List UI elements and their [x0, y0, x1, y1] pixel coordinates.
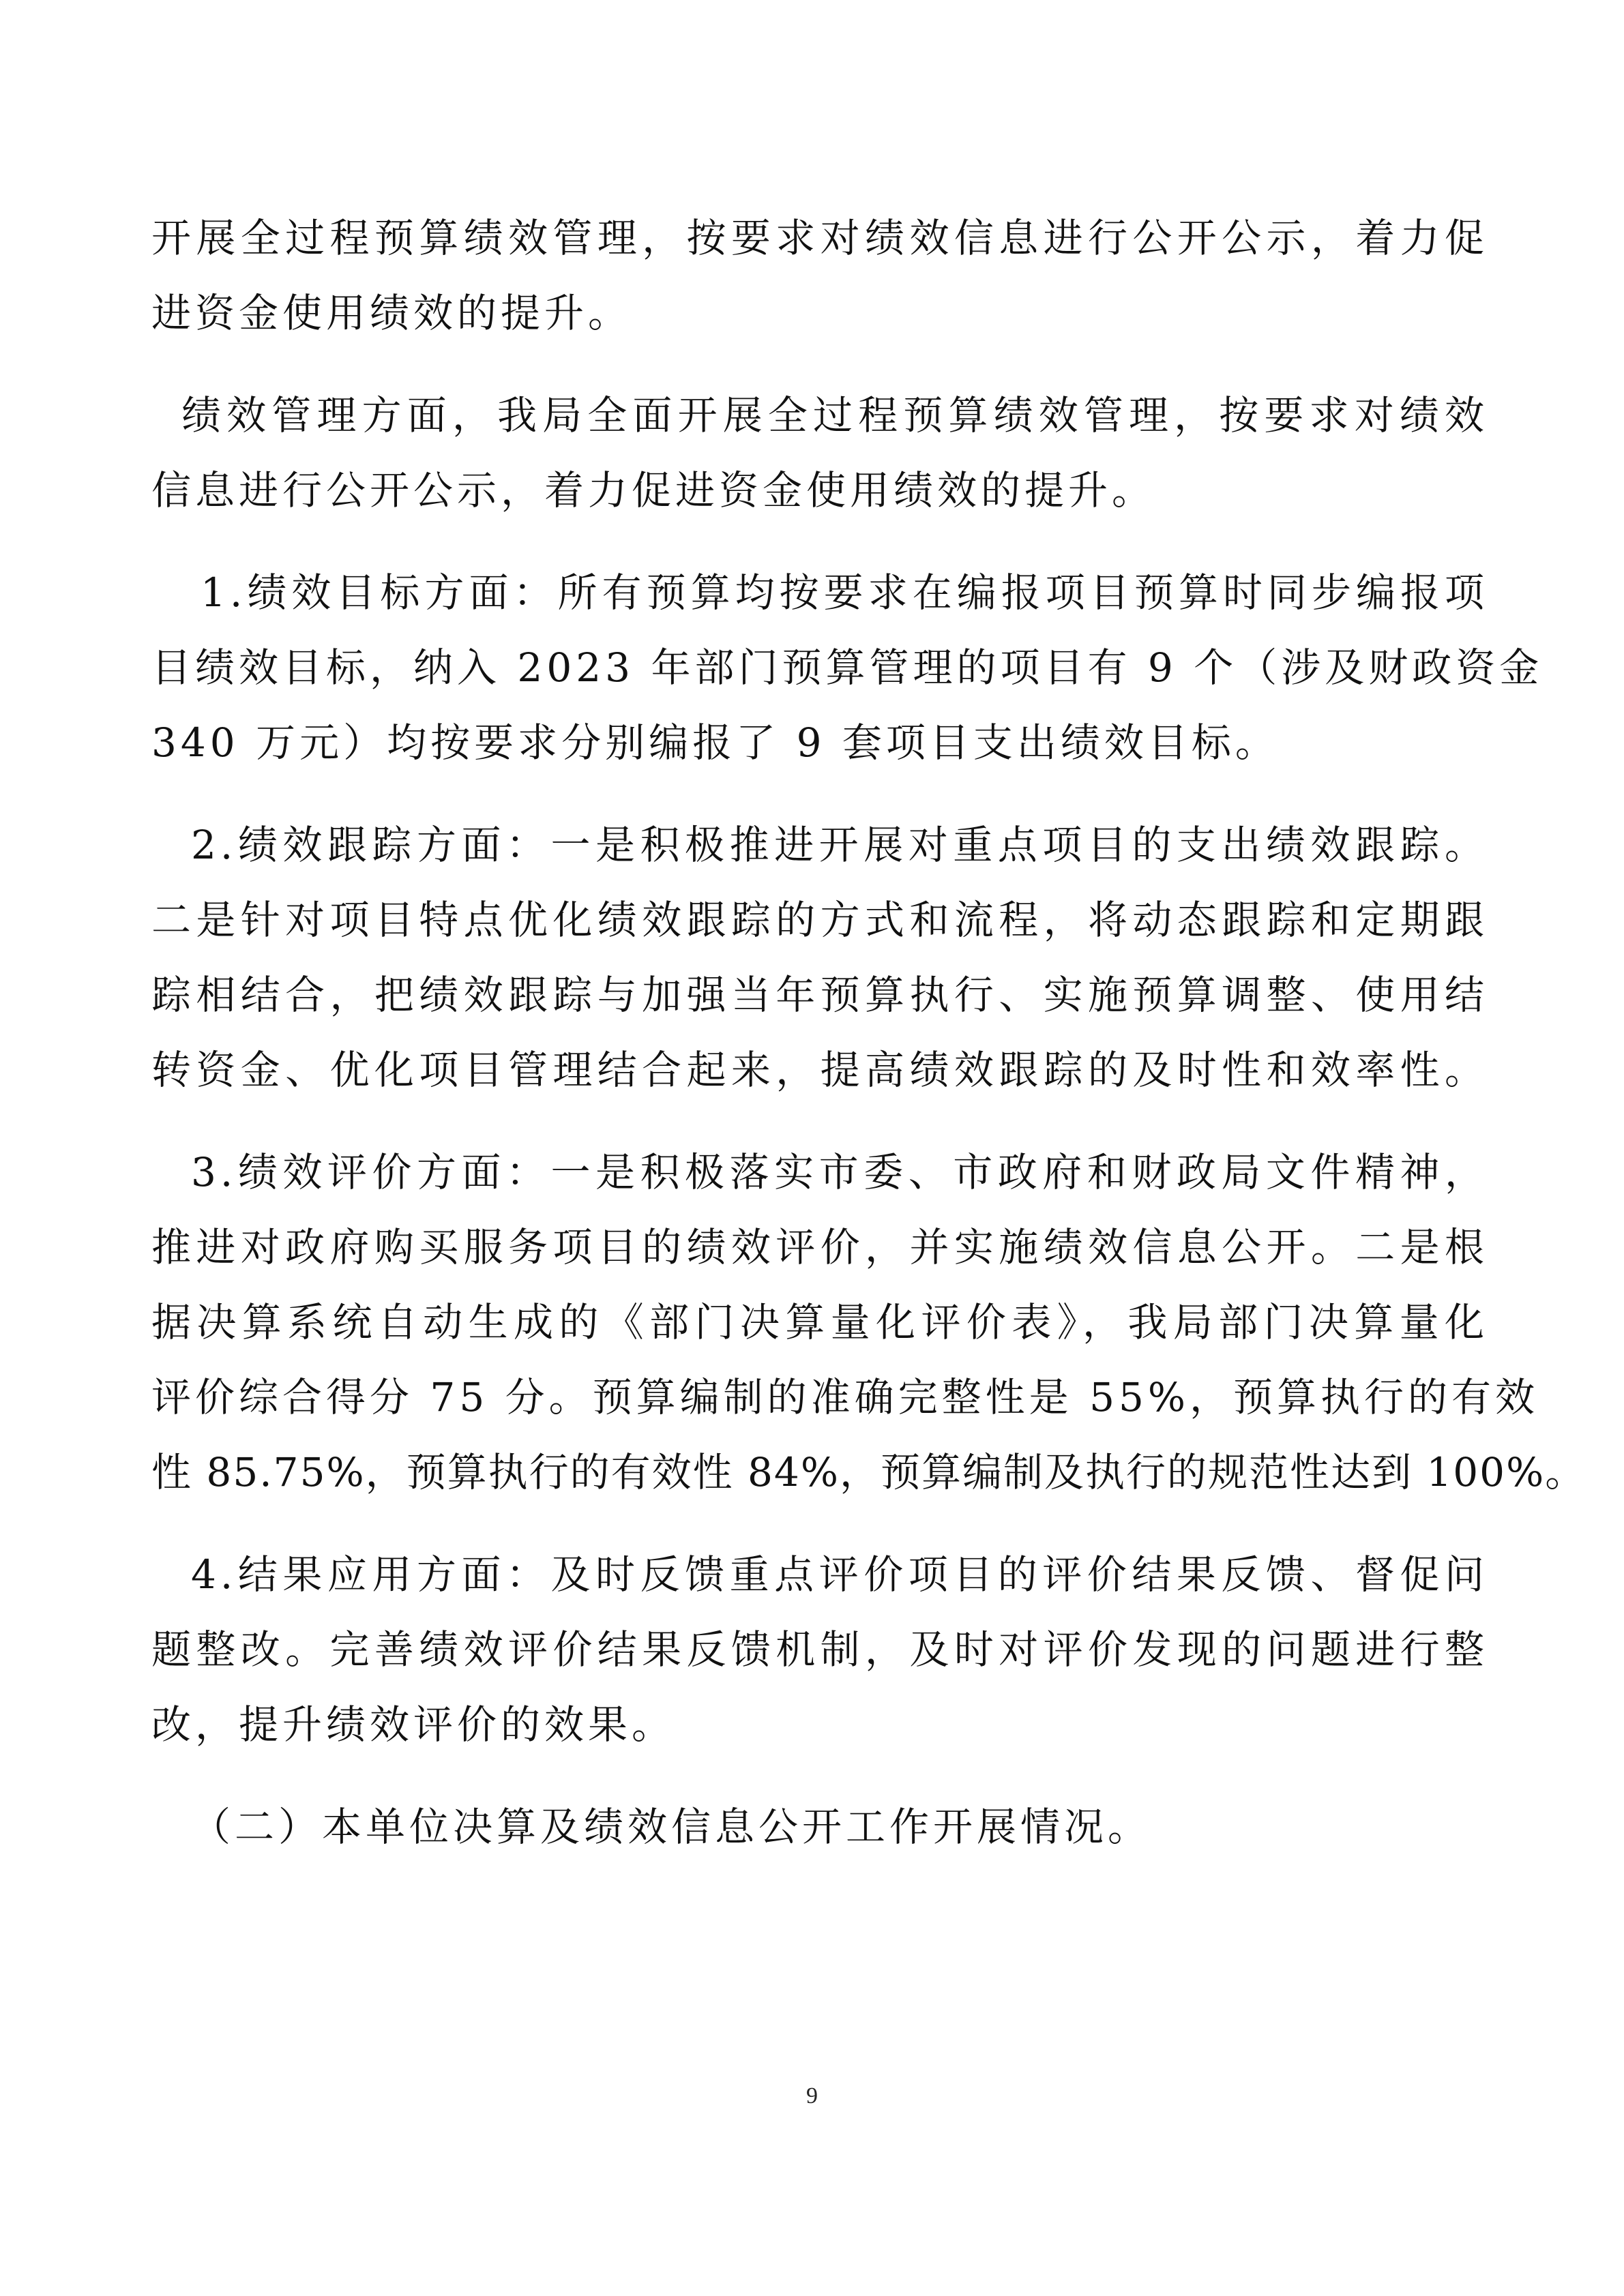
text-line: 据决算系统自动生成的《部门决算量化评价表》，我局部门决算量化: [151, 1299, 1488, 1345]
text-line: 1.绩效目标方面：所有预算均按要求在编报项目预算时同步编报项: [201, 569, 1488, 616]
paragraph-gap: [151, 351, 1488, 378]
paragraph-performance-targets: [151, 555, 1544, 780]
text-line: 性 85.75%，预算执行的有效性 84%，预算编制及执行的规范性达到 100%。: [151, 1449, 1586, 1495]
text-line: 2.绩效跟踪方面：一是积极推进开展对重点项目的支出绩效跟踪。: [191, 822, 1488, 868]
text-line: 目绩效目标，纳入 2023 年部门预算管理的项目有 9 个（涉及财政资金: [151, 644, 1544, 691]
paragraph-result-application: [151, 1537, 1488, 1762]
text-line: 转资金、优化项目管理结合起来，提高绩效跟踪的及时性和效率性。: [151, 1047, 1488, 1093]
paragraph-gap: [151, 1510, 1488, 1537]
text-line: 评价综合得分 75 分。预算编制的准确完整性是 55%，预算执行的有效: [151, 1374, 1539, 1420]
text-line: 二是针对项目特点优化绩效跟踪的方式和流程，将动态跟踪和定期跟: [151, 897, 1488, 943]
text-line: 改，提升绩效评价的效果。: [151, 1701, 676, 1748]
paragraph-performance-management: [151, 378, 1488, 528]
section-heading-disclosure: [151, 1789, 1488, 1864]
paragraph-gap: [151, 1762, 1488, 1789]
text-line: 4.结果应用方面：及时反馈重点评价项目的评价结果反馈、督促问: [191, 1551, 1488, 1598]
text-line: 3.绩效评价方面：一是积极落实市委、市政府和财政局文件精神，: [191, 1149, 1488, 1195]
paragraph-intro-continuation: [151, 200, 1488, 351]
paragraph-gap: [151, 1107, 1488, 1135]
text-line: 信息进行公开公示，着力促进资金使用绩效的提升。: [151, 467, 1156, 513]
text-line: 开展全过程预算绩效管理，按要求对绩效信息进行公开公示，着力促: [151, 215, 1488, 261]
section-heading: （二）本单位决算及绩效信息公开工作开展情况。: [191, 1804, 1152, 1850]
text-line: 题整改。完善绩效评价结果反馈机制，及时对评价发现的问题进行整: [151, 1626, 1488, 1673]
text-line: 340 万元）均按要求分别编报了 9 套项目支出绩效目标。: [151, 719, 1279, 766]
paragraph-performance-evaluation: [151, 1135, 1586, 1510]
paragraph-performance-tracking: [151, 807, 1488, 1107]
text-line: 踪相结合，把绩效跟踪与加强当年预算执行、实施预算调整、使用结: [151, 972, 1488, 1018]
document-body: [151, 200, 1586, 1864]
text-line: 绩效管理方面，我局全面开展全过程预算绩效管理，按要求对绩效: [181, 392, 1488, 438]
text-line: 推进对政府购买服务项目的绩效评价，并实施绩效信息公开。二是根: [151, 1224, 1488, 1270]
text-line: 进资金使用绩效的提升。: [151, 290, 632, 336]
page-number: 9: [806, 2083, 818, 2108]
paragraph-gap: [151, 528, 1488, 555]
paragraph-gap: [151, 780, 1488, 807]
